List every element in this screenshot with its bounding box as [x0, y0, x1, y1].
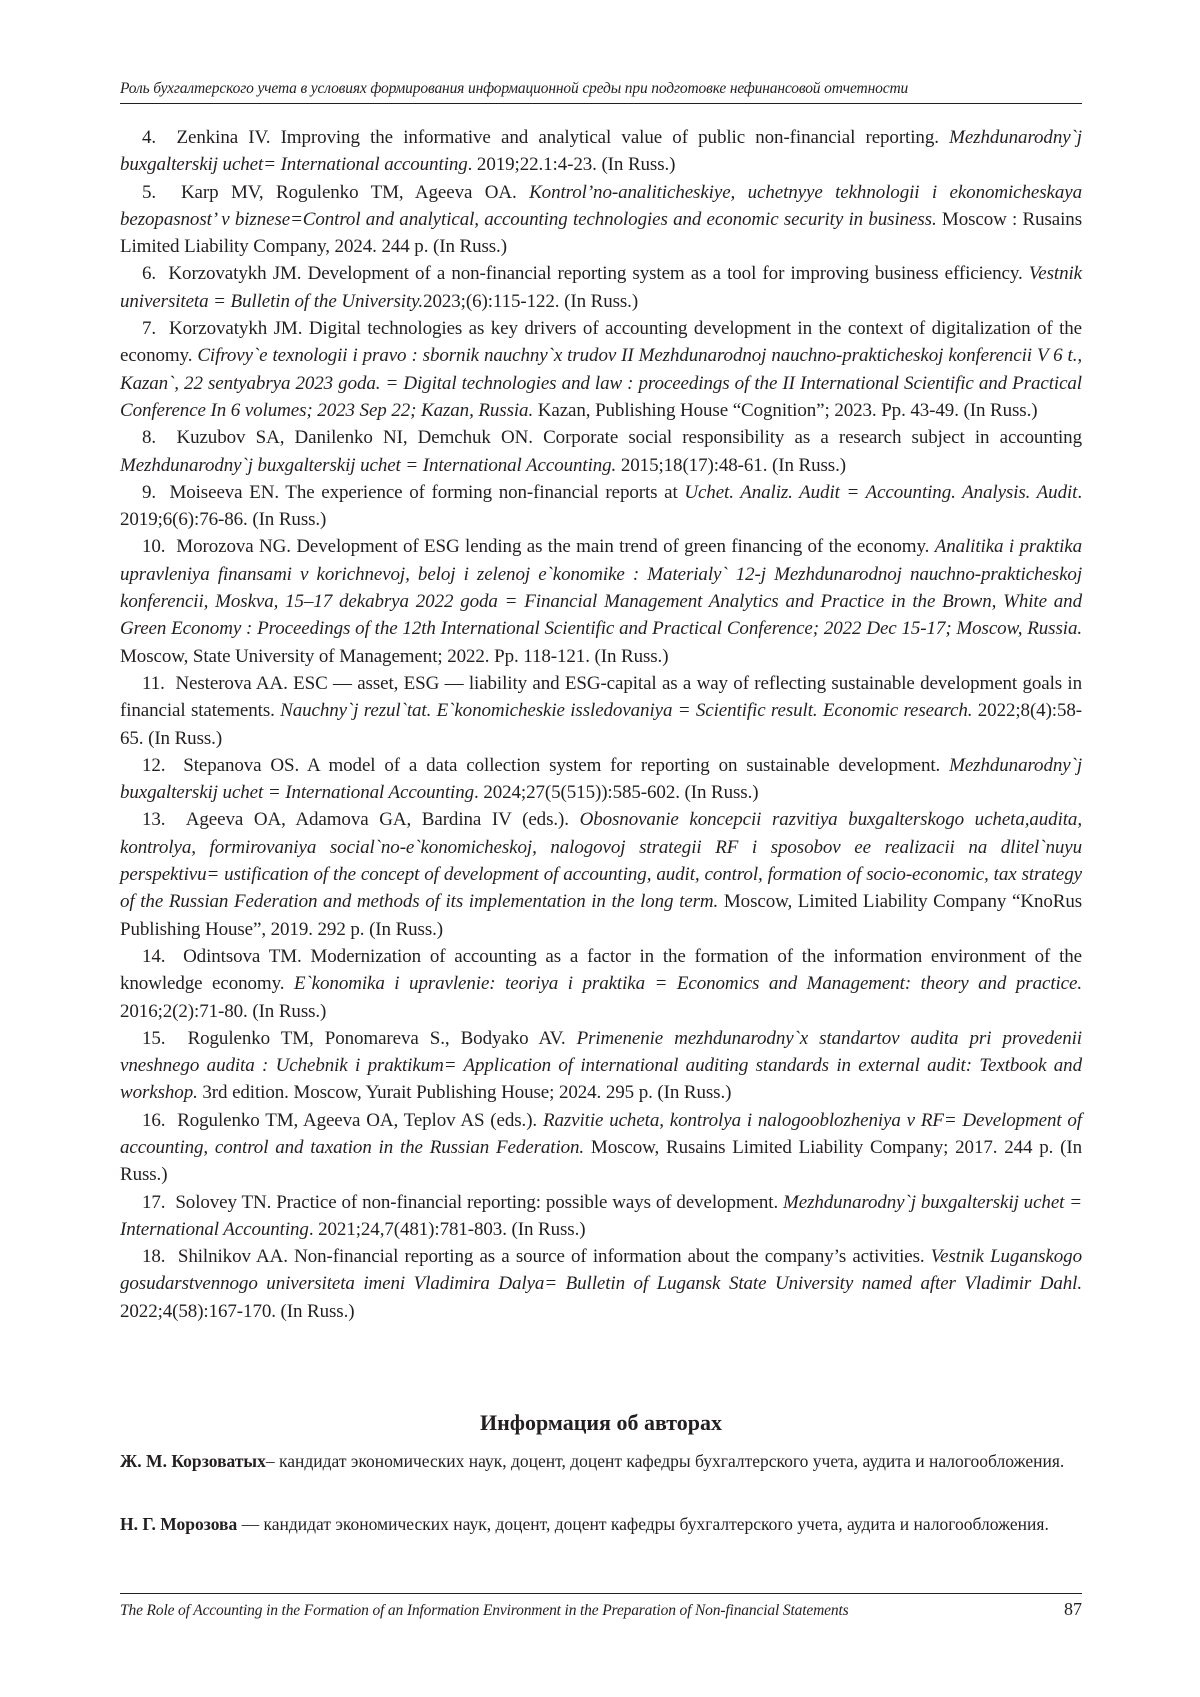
reference-text: Morozova NG. Development of ESG lending as the main trend of green financing of the economy. [176, 536, 935, 558]
reference-item [120, 1189, 1082, 1244]
reference-text: Korzovatykh JM. Digital technologies as key drivers of accounting development in the context of digitalization of the economy. [120, 318, 1082, 367]
reference-list [120, 124, 1082, 1325]
reference-item [120, 424, 1082, 479]
reference-text: Moiseeva EN. The experience of forming non-financial reports at [169, 481, 685, 503]
reference-text: Karp MV, Rogulenko TM, Ageeva OA. [180, 181, 530, 203]
reference-source-title: Primenenie mezhdunarodny`x standartov audita pri provedenii vneshnego audita : Uchebnik i praktikum= Application of international auditing standards in external audit: Textbook and workshop. [120, 1027, 1082, 1104]
reference-text: . 2024;27(5(515)):585-602. (In Russ.) [474, 782, 759, 804]
reference-item [120, 806, 1082, 942]
reference-text: Rogulenko TM, Ponomareva S., Bodyako AV. [187, 1027, 577, 1049]
reference-text: Ageeva OA, Adamova GA, Bardina IV (eds.). [185, 809, 580, 831]
reference-source-title: Vestnik universiteta = Bulletin of the University. [120, 263, 1082, 312]
reference-item [120, 1025, 1082, 1107]
reference-source-title: Mezhdunarodny`j buxgalterskij uchet = International Accounting [120, 754, 1082, 804]
reference-text: 2016;2(2):71-80. (In Russ.) [120, 1000, 327, 1022]
reference-number: 15. [142, 1027, 166, 1049]
reference-text: 2022;4(58):167-170. (In Russ.) [120, 1300, 355, 1322]
reference-text: 2015;18(17):48-61. (In Russ.) [616, 454, 846, 476]
reference-source-title: Cifrovy`e texnologii i pravo : sbornik nauchny`x trudov II Mezhdunarodnoj nauchno-prakticheskoj konferencii V 6 t., Kazan`, 22 sentyabrya 2023 goda. = Digital technologies and law : proceedings of the II International Scientific and Practical Conference In 6 volumes; 2023 Sep 22; Kazan, Russia. [120, 345, 1083, 421]
header-rule [120, 103, 1082, 104]
reference-text: Solovey TN. Practice of non-financial reporting: possible ways of development. [175, 1191, 784, 1213]
reference-number: 11. [142, 672, 165, 694]
author-info [120, 1448, 1082, 1474]
reference-source-title: Mezhdunarodny`j buxgalterskij uchet = International Accounting. [120, 454, 617, 476]
reference-number: 8. [142, 427, 157, 449]
reference-text: Kuzubov SA, Danilenko NI, Demchuk ON. Corporate social responsibility as a research subject in accounting [176, 427, 1082, 449]
running-header: Роль бухгалтерского учета в условиях формирования информационной среды при подготовке нефинансовой отчетности [120, 80, 909, 97]
author-info [120, 1511, 1082, 1537]
author-name: Ж. М. Корзоватых [120, 1451, 266, 1471]
reference-text: Kazan, Publishing House “Cognition”; 2023. Pp. 43-49. (In Russ.) [533, 399, 1038, 421]
reference-text: . 2021;24,7(481):781-803. (In Russ.) [308, 1218, 586, 1240]
reference-text: Odintsova TM. Modernization of accounting as a factor in the formation of the information environment of the knowledge economy. [120, 945, 1082, 995]
reference-number: 13. [142, 809, 166, 831]
reference-text: Moscow, Rusains Limited Liability Company; 2017. 244 p. (In Russ.) [120, 1136, 1082, 1186]
reference-number: 10. [142, 536, 166, 558]
reference-item [120, 260, 1082, 315]
reference-item [120, 943, 1082, 1025]
author-separator: – [265, 1451, 275, 1471]
reference-source-title: Vestnik Luganskogo gosudarstvennogo universiteta imeni Vladimira Dalya= Bulletin of Lugansk State University named after Vladimir Dahl. [120, 1246, 1082, 1295]
reference-item [120, 179, 1082, 261]
reference-number: 5. [142, 181, 157, 203]
footer-rule [120, 1593, 1082, 1594]
author-description: кандидат экономических наук, доцент, доцент кафедры бухгалтерского учета, аудита и налогообложения. [274, 1451, 1065, 1471]
reference-text: Moscow, State University of Management; 2022. Pp. 118-121. (In Russ.) [120, 645, 669, 667]
reference-number: 6. [142, 263, 157, 285]
reference-source-title: Mezhdunarodny`j buxgalterskij uchet = International Accounting [120, 1191, 1082, 1240]
reference-number: 12. [142, 754, 166, 776]
reference-source-title: Nauchny`j rezul`tat. E`konomicheskie issledovaniya = Scientific result. Economic research. [280, 700, 973, 722]
reference-item [120, 315, 1082, 424]
reference-source-title: Analitika i praktika upravleniya finansami v korichnevoj, beloj i zelenoj e`konomike : Materialy` 12-j Mezhdunarodnoj nauchno-prakticheskoj konferencii, Moskva, 15–17 dekabrya 2022 goda = Financial Management Analytics and Practice in the Brown, White and Green Economy : Proceedings of the 12th International Scientific and Practical Conference; 2022 Dec 15-17; Moscow, Russia. [120, 536, 1082, 640]
authors-heading: Информация об авторах [479, 1410, 723, 1435]
page-number: 87 [1064, 1599, 1082, 1619]
reference-text: Korzovatykh JM. Development of a non-financial reporting system as a tool for improving business efficiency. [168, 263, 1029, 285]
reference-item [120, 479, 1082, 534]
reference-source-title: E`konomika i upravlenie: teoriya i praktika = Economics and Management: theory and practice. [293, 973, 1082, 995]
reference-number: 14. [142, 945, 166, 967]
author-separator: — [237, 1514, 260, 1534]
reference-number: 16. [142, 1109, 166, 1131]
reference-text: Moscow, Limited Liability Company “KnoRus Publishing House”, 2019. 292 p. (In Russ.) [120, 891, 1083, 940]
reference-item [120, 1243, 1082, 1325]
reference-source-title: Kontrol’no-analiticheskiye, uchetnyye tekhnologii i ekonomicheskaya bezopasnost’ v biznese=Control and analytical, accounting technologies and economic security in business. [120, 181, 1082, 230]
reference-source-title: Razvitie ucheta, kontrolya i nalogooblozheniya v RF= Development of accounting, control and taxation in the Russian Federation. [120, 1109, 1082, 1158]
reference-item [120, 1107, 1082, 1189]
reference-text: Rogulenko TM, Ageeva OA, Teplov AS (eds.). [177, 1109, 543, 1131]
reference-text: 2022;8(4):58-65. (In Russ.) [120, 700, 1083, 749]
reference-text: 2023;(6):115-122. (In Russ.) [423, 290, 639, 312]
reference-text: Zenkina IV. Improving the informative and analytical value of public non-financial reporting. [176, 127, 950, 148]
reference-item [120, 670, 1082, 752]
reference-number: 18. [142, 1246, 166, 1268]
author-description: кандидат экономических наук, доцент, доцент кафедры бухгалтерского учета, аудита и налогообложения. [259, 1514, 1049, 1534]
running-footer: The Role of Accounting in the Formation of an Information Environment in the Preparation of Non-financial Statements [120, 1602, 849, 1619]
reference-text: Moscow : Rusains Limited Liability Company, 2024. 244 p. (In Russ.) [120, 208, 1082, 258]
reference-number: 9. [142, 481, 157, 503]
reference-text: Nesterova AA. ESC — asset, ESG — liability and ESG-capital as a way of reflecting sustainable development goals in financial statements. [120, 672, 1082, 722]
reference-text: 3rd edition. Moscow, Yurait Publishing House; 2024. 295 p. (In Russ.) [197, 1082, 732, 1104]
reference-number: 7. [142, 318, 157, 340]
reference-item [120, 752, 1082, 807]
reference-text: Stepanova OS. A model of a data collection system for reporting on sustainable development. [183, 754, 950, 776]
reference-number: 4. [142, 127, 157, 148]
reference-source-title: Mezhdunarodny`j buxgalterskij uchet= International accounting [120, 127, 1082, 176]
reference-text: . 2019;22.1:4-23. (In Russ.) [467, 154, 676, 176]
author-name: Н. Г. Морозова [120, 1514, 238, 1534]
reference-text: Shilnikov AA. Non-financial reporting as a source of information about the company’s activities. [177, 1246, 931, 1268]
reference-number: 17. [142, 1191, 166, 1213]
reference-text: . 2019;6(6):76-86. (In Russ.) [120, 481, 1082, 531]
reference-item [120, 124, 1082, 179]
reference-item [120, 533, 1082, 669]
reference-source-title: Obosnovanie koncepcii razvitiya buxgalterskogo ucheta,audita, kontrolya, formirovaniya social`no-e`konomicheskoj, nalogovoj strategii RF i sposobov ee realizacii na dlitel`nuyu perspektivu= ustification of the concept of development of accounting, audit, control, formation of socio-economic, tax strategy of the Russian Federation and methods of its implementation in the long term. [120, 809, 1082, 913]
reference-source-title: Uchet. Analiz. Audit = Accounting. Analysis. Audit [684, 481, 1078, 503]
